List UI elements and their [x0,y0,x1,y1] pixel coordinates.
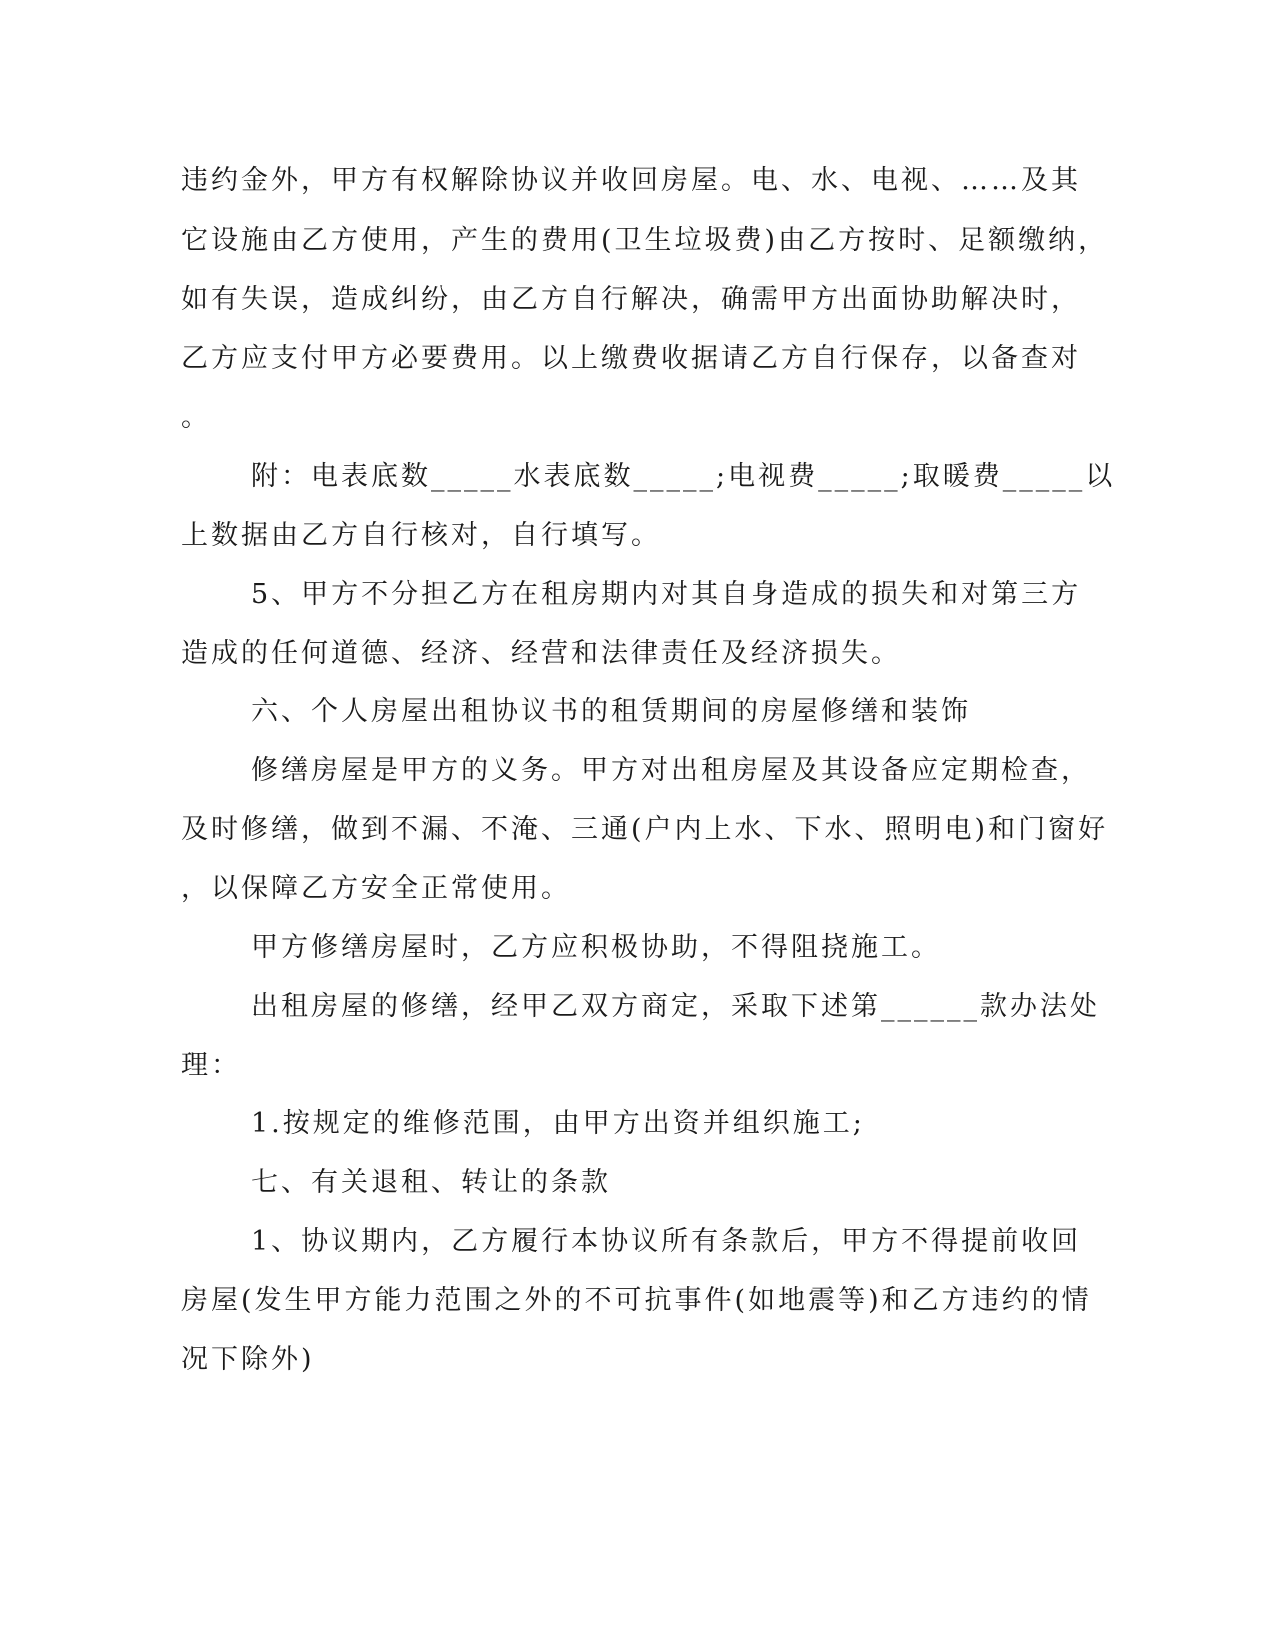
text-line: 上数据由乙方自行核对，自行填写。 [181,520,661,551]
text-line: 5、甲方不分担乙方在租房期内对其自身造成的损失和对第三方 [251,579,1082,610]
text-line: 乙方应支付甲方必要费用。以上缴费收据请乙方自行保存，以备查对 [181,343,1081,374]
text-line: 房屋(发生甲方能力范围之外的不可抗事件(如地震等)和乙方违约的情 [181,1285,1092,1316]
text-line: 及时修缮，做到不漏、不淹、三通(户内上水、下水、照明电)和门窗好 [181,814,1109,845]
text-line: 它设施由乙方使用，产生的费用(卫生垃圾费)由乙方按时、足额缴纳， [181,225,1109,256]
text-line: 造成的任何道德、经济、经营和法律责任及经济损失。 [181,638,901,669]
text-line: 出租房屋的修缮，经甲乙双方商定，采取下述第______款办法处 [251,991,1100,1022]
text-line: 如有失误，造成纠纷，由乙方自行解决，确需甲方出面协助解决时， [181,284,1081,315]
text-line: 况下除外) [181,1344,315,1375]
text-line: ，以保障乙方安全正常使用。 [181,873,571,904]
text-line: 甲方修缮房屋时，乙方应积极协助，不得阻挠施工。 [251,932,941,963]
text-line: 违约金外，甲方有权解除协议并收回房屋。电、水、电视、……及其 [181,165,1081,196]
text-line: 附：电表底数_____水表底数_____;电视费_____;取暖费_____以 [251,461,1116,492]
text-line: 1.按规定的维修范围，由甲方出资并组织施工; [251,1108,865,1139]
text-line: 修缮房屋是甲方的义务。甲方对出租房屋及其设备应定期检查， [251,755,1091,786]
text-line: 。 [181,402,211,433]
text-line: 理： [181,1050,241,1081]
section-heading: 六、个人房屋出租协议书的租赁期间的房屋修缮和装饰 [251,696,971,727]
section-heading: 七、有关退租、转让的条款 [251,1167,611,1198]
text-line: 1、协议期内，乙方履行本协议所有条款后，甲方不得提前收回 [251,1226,1082,1257]
